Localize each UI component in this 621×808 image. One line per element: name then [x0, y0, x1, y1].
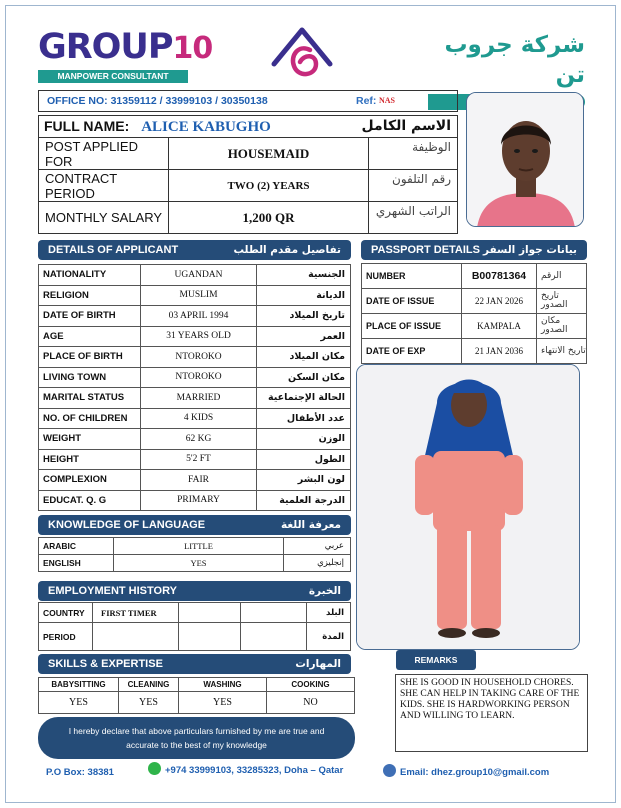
- applicant-field-ar: مكان السكن: [257, 367, 351, 388]
- personal-info-table: [38, 115, 458, 234]
- applicant-field-value: MARRIED: [140, 388, 257, 409]
- applicant-field-label: AGE: [39, 326, 141, 347]
- employment-title-ar: الخبرة: [308, 585, 341, 597]
- skill-header: BABYSITTING: [39, 678, 119, 692]
- applicant-field-ar: الحالة الإجتماعية: [257, 388, 351, 409]
- applicant-field-ar: الديانة: [257, 285, 351, 306]
- period-cell-empty: [93, 623, 179, 651]
- applicant-field-value: MUSLIM: [140, 285, 257, 306]
- skill-value: YES: [119, 692, 179, 714]
- applicant-details-table: [38, 264, 351, 511]
- whatsapp-icon: [148, 762, 161, 775]
- applicant-field-ar: عدد الأطفال: [257, 408, 351, 429]
- skill-value: NO: [267, 692, 355, 714]
- period-label: PERIOD: [39, 623, 93, 651]
- full-name-ar: الاسم الكامل: [361, 117, 451, 134]
- logo-main-text: GROUP: [38, 27, 173, 67]
- ref-value: NAS: [379, 96, 396, 105]
- applicant-field-value: 31 YEARS OLD: [140, 326, 257, 347]
- applicant-field-ar: العمر: [257, 326, 351, 347]
- applicant-field-value: NTOROKO: [140, 347, 257, 368]
- monthly-salary-label: MONTHLY SALARY: [39, 202, 169, 234]
- applicant-field-ar: الوزن: [257, 429, 351, 450]
- contract-period-value: TWO (2) YEARS: [169, 170, 369, 202]
- employment-table: [38, 602, 351, 651]
- applicant-field-value: 5'2 FT: [140, 449, 257, 470]
- applicant-field-label: EDUCAT. Q. G: [39, 490, 141, 511]
- post-applied-row: [39, 138, 458, 170]
- applicant-field-label: MARITAL STATUS: [39, 388, 141, 409]
- applicant-row: [39, 429, 351, 450]
- applicant-field-value: FAIR: [140, 470, 257, 491]
- language-label: ARABIC: [39, 538, 114, 555]
- passport-row: [362, 314, 587, 339]
- applicant-field-label: RELIGION: [39, 285, 141, 306]
- applicant-field-ar: تاريخ الميلاد: [257, 306, 351, 327]
- country-label: COUNTRY: [39, 603, 93, 623]
- post-applied-label: POST APPLIED FOR: [39, 138, 169, 170]
- passport-field-ar: تاريخ الانتهاء: [537, 339, 587, 364]
- passport-field-ar: مكان الصدور: [537, 314, 587, 339]
- portrait-photo: [466, 92, 584, 227]
- applicant-field-value: UGANDAN: [140, 265, 257, 286]
- passport-field-value: B00781364: [462, 264, 537, 289]
- skill-header: WASHING: [179, 678, 267, 692]
- skill-value: YES: [179, 692, 267, 714]
- applicant-field-label: COMPLEXION: [39, 470, 141, 491]
- country-cell-empty: [179, 603, 241, 623]
- applicant-field-label: PLACE OF BIRTH: [39, 347, 141, 368]
- applicant-row: [39, 285, 351, 306]
- applicant-details-header: [38, 240, 351, 260]
- po-box: P.O Box: 38381: [46, 767, 114, 778]
- language-value: LITTLE: [114, 538, 284, 555]
- applicant-field-ar: لون البشر: [257, 470, 351, 491]
- passport-row: [362, 264, 587, 289]
- logo-number: 10: [172, 31, 213, 66]
- post-applied-value: HOUSEMAID: [169, 138, 369, 170]
- applicant-field-label: NATIONALITY: [39, 265, 141, 286]
- declaration-line2: accurate to the best of my knowledge: [126, 740, 267, 750]
- skills-value-row: [39, 692, 355, 714]
- phone-numbers: +974 33999103, 33285323, Doha – Qatar: [165, 765, 344, 776]
- language-row-arabic: [39, 538, 351, 555]
- passport-field-label: PLACE OF ISSUE: [362, 314, 462, 339]
- applicant-row: [39, 470, 351, 491]
- applicant-row: [39, 388, 351, 409]
- period-cell-empty: [241, 623, 307, 651]
- skills-header: [38, 654, 351, 674]
- language-title-ar: معرفة اللغة: [281, 519, 341, 531]
- language-title: KNOWLEDGE OF LANGUAGE: [48, 519, 206, 531]
- applicant-row: [39, 347, 351, 368]
- applicant-row: [39, 326, 351, 347]
- skills-title-ar: المهارات: [295, 658, 341, 670]
- passport-details-title: PASSPORT DETAILS: [371, 244, 480, 256]
- applicant-field-ar: الطول: [257, 449, 351, 470]
- language-table: [38, 537, 351, 572]
- logo-subtitle: MANPOWER CONSULTANT: [38, 70, 188, 83]
- applicant-field-value: PRIMARY: [140, 490, 257, 511]
- language-label: ENGLISH: [39, 555, 114, 572]
- full-body-photo: [356, 364, 580, 650]
- applicant-field-ar: الجنسية: [257, 265, 351, 286]
- contract-period-ar: رقم التلفون: [369, 170, 458, 202]
- passport-field-value: KAMPALA: [462, 314, 537, 339]
- skill-header: COOKING: [267, 678, 355, 692]
- skill-value: YES: [39, 692, 119, 714]
- contract-period-label: CONTRACT PERIOD: [39, 170, 169, 202]
- skills-table: [38, 677, 355, 714]
- company-emblem-icon: [268, 24, 336, 84]
- passport-field-label: DATE OF EXP: [362, 339, 462, 364]
- office-bar: [38, 90, 458, 112]
- applicant-field-label: NO. OF CHILDREN: [39, 408, 141, 429]
- passport-field-label: NUMBER: [362, 264, 462, 289]
- arabic-company-name: شركة جروب تن: [444, 32, 585, 88]
- applicant-row: [39, 306, 351, 327]
- employment-period-row: [39, 623, 351, 651]
- applicant-field-label: WEIGHT: [39, 429, 141, 450]
- applicant-details-title: DETAILS OF APPLICANT: [48, 244, 179, 256]
- monthly-salary-ar: الراتب الشهري: [369, 202, 458, 234]
- full-name-row: [39, 116, 458, 138]
- applicant-field-ar: مكان الميلاد: [257, 347, 351, 368]
- applicant-field-value: 03 APRIL 1994: [140, 306, 257, 327]
- full-name-label: FULL NAME:: [44, 117, 130, 134]
- employment-header: [38, 581, 351, 601]
- passport-field-label: DATE OF ISSUE: [362, 289, 462, 314]
- period-ar: المدة: [307, 623, 351, 651]
- skills-header-row: [39, 678, 355, 692]
- employment-country-row: [39, 603, 351, 623]
- contract-period-row: [39, 170, 458, 202]
- email-address: Email: dhez.group10@gmail.com: [400, 767, 550, 778]
- skills-title: SKILLS & EXPERTISE: [48, 658, 163, 670]
- passport-field-ar: الرقم: [537, 264, 587, 289]
- applicant-row: [39, 265, 351, 286]
- footer-email: [383, 764, 549, 778]
- monthly-salary-row: [39, 202, 458, 234]
- passport-row: [362, 289, 587, 314]
- footer-phones: [148, 762, 343, 776]
- employment-title: EMPLOYMENT HISTORY: [48, 585, 177, 597]
- office-label: OFFICE NO:: [47, 95, 108, 107]
- passport-field-ar: تاريخ الصدور: [537, 289, 587, 314]
- applicant-field-label: LIVING TOWN: [39, 367, 141, 388]
- period-cell-empty: [179, 623, 241, 651]
- passport-row: [362, 339, 587, 364]
- applicant-field-value: 62 KG: [140, 429, 257, 450]
- passport-field-value: 21 JAN 2036: [462, 339, 537, 364]
- language-row-english: [39, 555, 351, 572]
- country-value: FIRST TIMER: [93, 603, 179, 623]
- applicant-field-label: HEIGHT: [39, 449, 141, 470]
- applicant-field-value: 4 KIDS: [140, 408, 257, 429]
- applicant-field-value: NTOROKO: [140, 367, 257, 388]
- language-header: [38, 515, 351, 535]
- remarks-text: SHE IS GOOD IN HOUSEHOLD CHORES. SHE CAN HELP IN TAKING CARE OF THE KIDS. SHE IS HARDWORKING PERSON AND WILLING TO LEARN.: [395, 674, 588, 752]
- ref-label: Ref:: [356, 95, 377, 107]
- applicant-details-title-ar: تفاصيل مقدم الطلب: [233, 244, 341, 256]
- passport-details-header: [361, 240, 587, 260]
- language-value: YES: [114, 555, 284, 572]
- applicant-row: [39, 408, 351, 429]
- monthly-salary-value: 1,200 QR: [169, 202, 369, 234]
- country-cell-empty: [241, 603, 307, 623]
- passport-details-title-ar: بيانات جواز السفر: [482, 244, 577, 256]
- group10-logo: [38, 27, 213, 83]
- email-icon: [383, 764, 396, 777]
- passport-field-value: 22 JAN 2026: [462, 289, 537, 314]
- country-ar: البلد: [307, 603, 351, 623]
- full-name-value: ALICE KABUGHO: [141, 118, 271, 135]
- applicant-field-label: DATE OF BIRTH: [39, 306, 141, 327]
- applicant-field-ar: الدرجة العلمية: [257, 490, 351, 511]
- applicant-row: [39, 490, 351, 511]
- post-applied-ar: الوظيفة: [369, 138, 458, 170]
- passport-details-table: [361, 263, 587, 364]
- remarks-label: REMARKS: [396, 650, 476, 670]
- declaration-line1: I hereby declare that above particulars furnished by me are true and: [68, 726, 325, 736]
- language-ar: إنجليزي: [284, 555, 351, 572]
- applicant-row: [39, 449, 351, 470]
- applicant-row: [39, 367, 351, 388]
- office-numbers: 31359112 / 33999103 / 30350138: [110, 95, 268, 107]
- declaration-banner: [38, 717, 355, 759]
- language-ar: عربي: [284, 538, 351, 555]
- skill-header: CLEANING: [119, 678, 179, 692]
